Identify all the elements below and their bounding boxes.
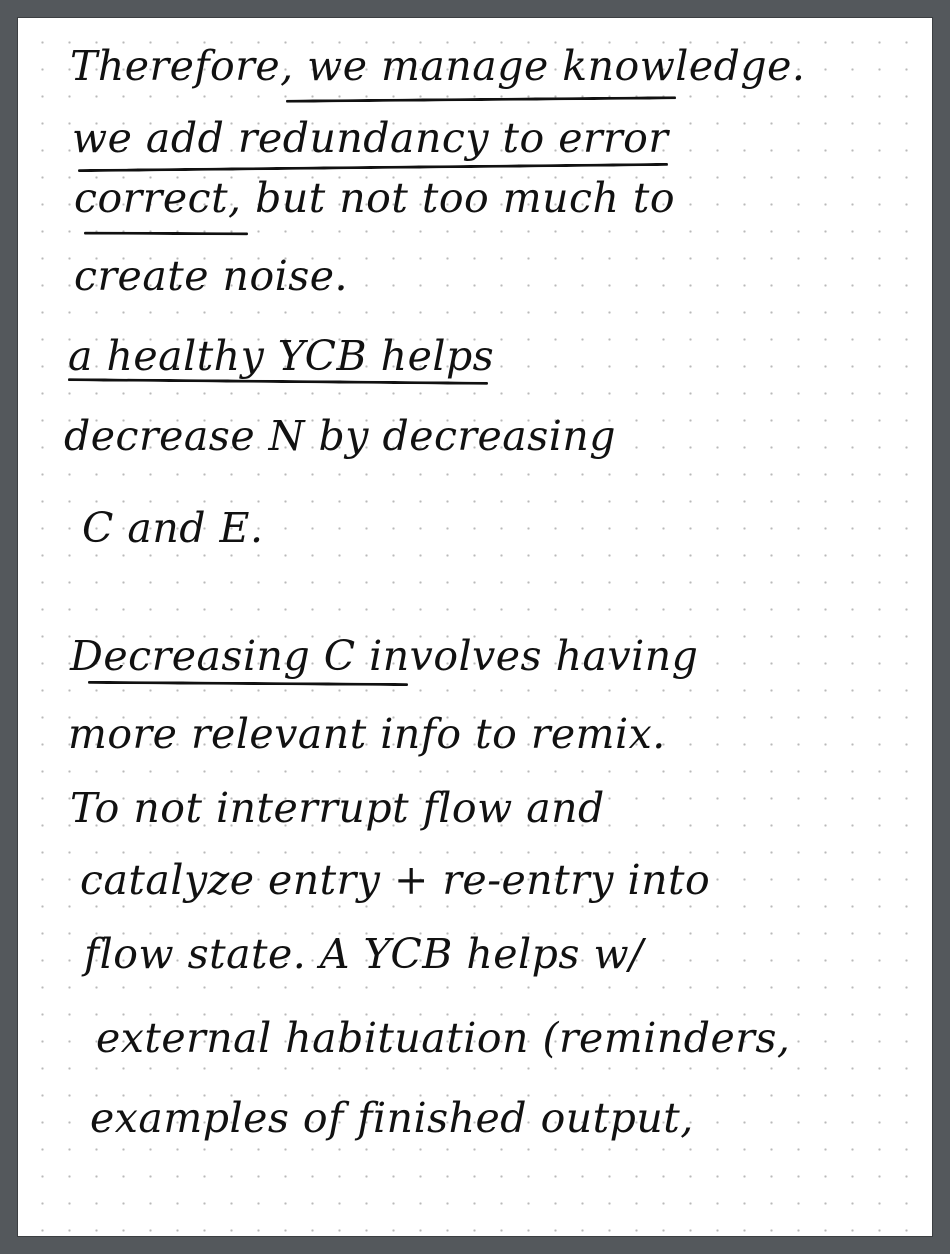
note-line-10: To not interrupt flow and [70,784,605,832]
underline-5 [88,681,408,686]
note-line-14: examples of finished output, [90,1094,694,1142]
underline-3 [84,232,248,236]
underline-2 [78,163,668,172]
underline-1 [286,96,676,102]
note-line-2: we add redundancy to error [72,114,669,162]
note-line-6: decrease N by decreasing [64,412,617,460]
note-line-13: external habituation (reminders, [96,1014,791,1062]
note-line-4: create noise. [74,252,349,300]
note-line-11: catalyze entry + re-entry into [80,856,711,904]
note-line-1: Therefore, we manage knowledge. [70,42,806,90]
note-line-9: more relevant info to remix. [68,710,666,758]
note-line-3: correct, but not too much to [74,174,676,222]
note-line-8: Decreasing C involves having [70,632,699,680]
note-page [18,18,932,1236]
note-line-5: a healthy YCB helps [68,332,495,380]
note-line-12: flow state. A YCB helps w/ [84,930,644,978]
note-line-7: C and E. [82,504,264,552]
